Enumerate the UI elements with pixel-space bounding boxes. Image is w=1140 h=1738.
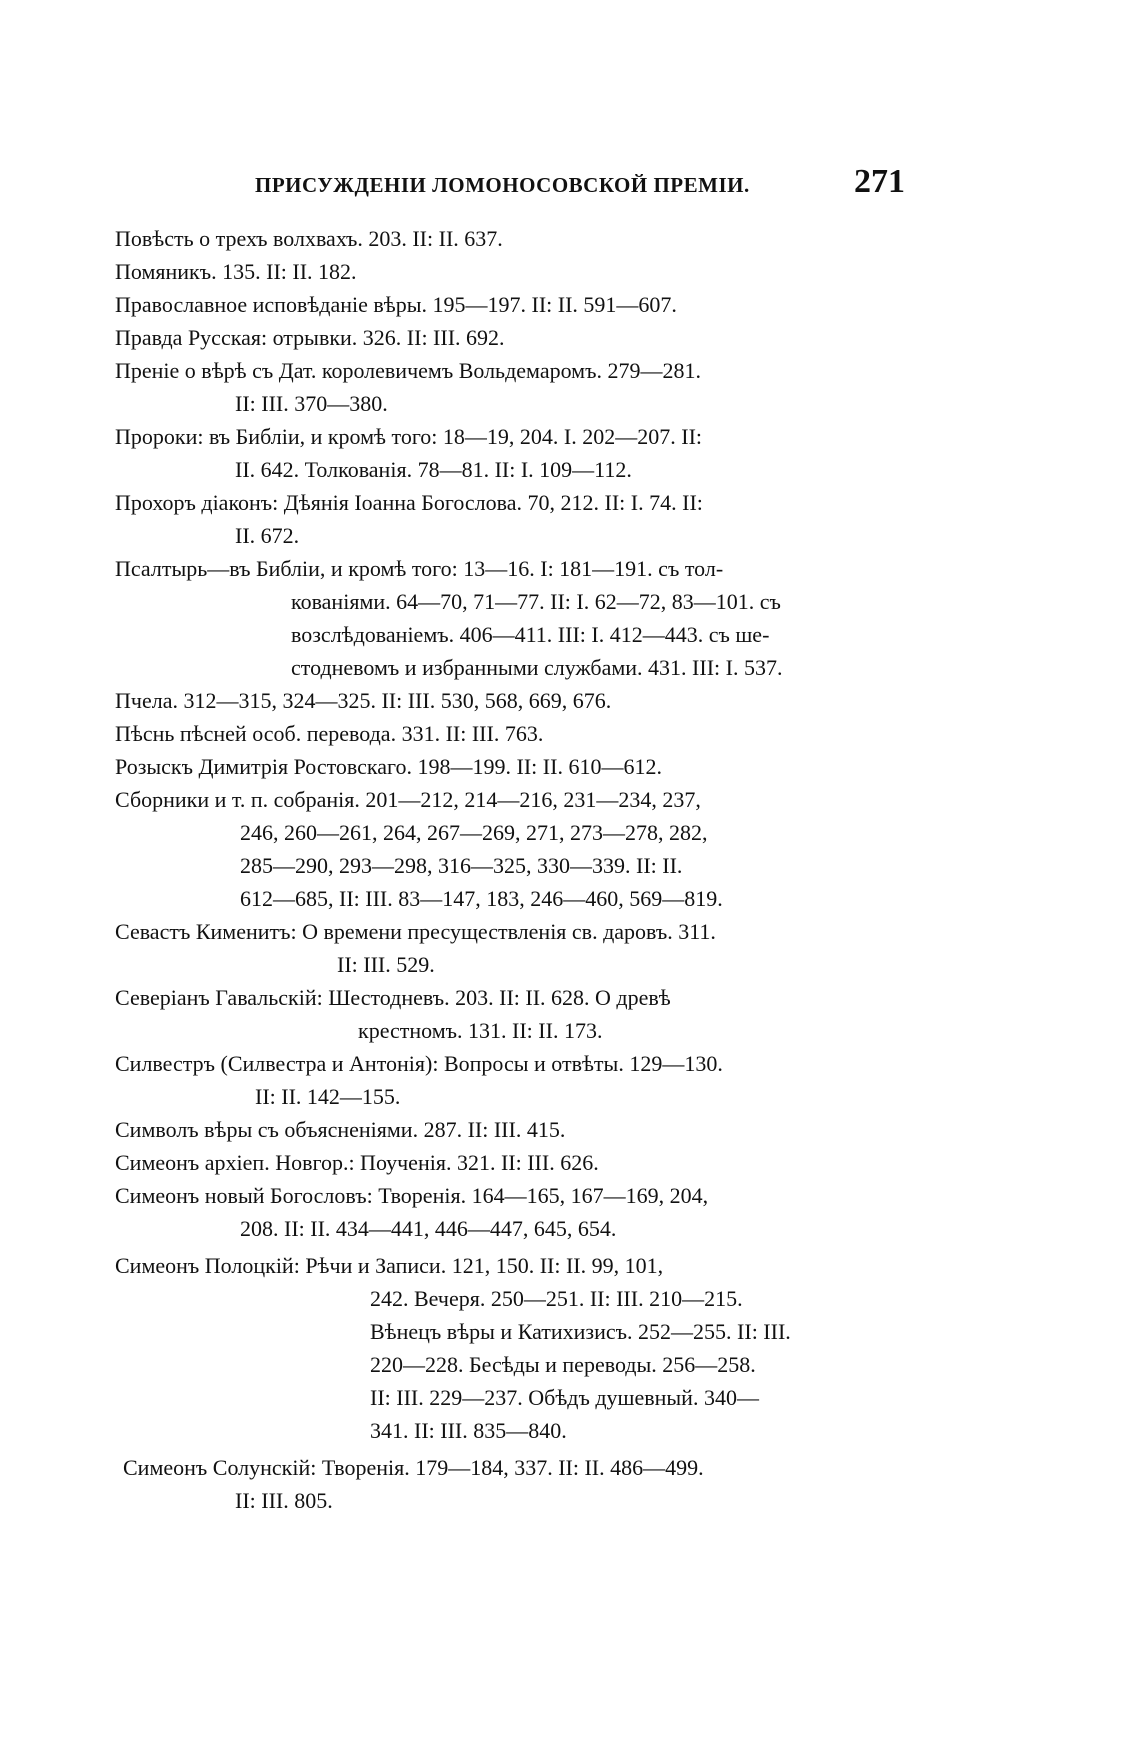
entry-line: Правда Русская: отрывки. 326. II: III. 692. [115, 325, 505, 350]
index-entry [115, 321, 915, 354]
entry-line: Симеонъ новый Богословъ: Творенія. 164—165, 167—169, 204, [115, 1183, 709, 1208]
entry-continuation: II: III. 805. [235, 1488, 333, 1513]
index-entry [115, 750, 915, 783]
entry-continuation: 242. Вечеря. 250—251. II: III. 210—215. [370, 1286, 743, 1311]
entry-continuation: II: III. 529. [337, 952, 435, 977]
index-entry [115, 552, 915, 684]
entry-line: Розыскъ Димитрія Ростовскаго. 198—199. II: II. 610—612. [115, 754, 662, 779]
entry-continuation: Вѣнецъ вѣры и Катихизисъ. 252—255. II: III. [370, 1319, 791, 1344]
entry-line: Преніе о вѣрѣ съ Дат. королевичемъ Вольдемаромъ. 279—281. [115, 358, 701, 383]
entry-continuation: 341. II: III. 835—840. [370, 1418, 567, 1443]
entry-line: Помяникъ. 135. II: II. 182. [115, 259, 357, 284]
index-entry [115, 981, 915, 1047]
entry-continuation: возслѣдованіемъ. 406—411. III: I. 412—443. съ ше- [291, 622, 770, 647]
entry-continuation: 246, 260—261, 264, 267—269, 271, 273—278, 282, [240, 820, 708, 845]
index-entry [115, 486, 915, 552]
entry-continuation: крестномъ. 131. II: II. 173. [358, 1018, 603, 1043]
entry-continuation: 285—290, 293—298, 316—325, 330—339. II: II. [240, 853, 683, 878]
index-entry [115, 354, 915, 420]
index-entry [115, 288, 915, 321]
index-entry [115, 420, 915, 486]
entry-line: Пчела. 312—315, 324—325. II: III. 530, 568, 669, 676. [115, 688, 612, 713]
page-header [255, 163, 905, 203]
index-entry [115, 1179, 915, 1245]
entry-continuation: II: II. 142—155. [255, 1084, 401, 1109]
index-entry [115, 1451, 915, 1517]
index-entry [115, 1249, 915, 1447]
entry-line: Сборники и т. п. собранія. 201—212, 214—216, 231—234, 237, [115, 787, 701, 812]
entry-line: Силвестръ (Силвестра и Антонія): Вопросы и отвѣты. 129—130. [115, 1051, 723, 1076]
entry-continuation: II: III. 229—237. Обѣдъ душевный. 340— [370, 1385, 759, 1410]
index-entry [115, 915, 915, 981]
entry-line: Символъ вѣры съ объясненіями. 287. II: III. 415. [115, 1117, 566, 1142]
index-entry [115, 1146, 915, 1179]
entry-line: Пророки: въ Библіи, и кромѣ того: 18—19, 204. I. 202—207. II: [115, 424, 703, 449]
entry-line: Повѣсть о трехъ волхвахъ. 203. II: II. 637. [115, 226, 503, 251]
index-entry [115, 222, 915, 255]
page-number: 271 [854, 163, 905, 200]
entry-line: Симеонъ Полоцкій: Рѣчи и Записи. 121, 150. II: II. 99, 101, [115, 1253, 664, 1278]
entry-continuation: II: III. 370—380. [235, 391, 388, 416]
entry-line: Прохоръ діаконъ: Дѣянія Іоанна Богослова. 70, 212. II: I. 74. II: [115, 490, 703, 515]
entry-line: Псалтырь—въ Библіи, и кромѣ того: 13—16. I: 181—191. съ тол- [115, 556, 724, 581]
index-entry [115, 684, 915, 717]
entry-continuation: 612—685, II: III. 83—147, 183, 246—460, 569—819. [240, 886, 723, 911]
index-entry [115, 1047, 915, 1113]
entry-continuation: II. 672. [235, 523, 300, 548]
entry-continuation: стодневомъ и избранными службами. 431. III: I. 537. [291, 655, 783, 680]
index-entry [115, 783, 915, 915]
entry-line: Православное исповѣданіе вѣры. 195—197. II: II. 591—607. [115, 292, 677, 317]
entry-line: Симеонъ архіеп. Новгор.: Поученія. 321. II: III. 626. [115, 1150, 599, 1175]
entry-continuation: кованіями. 64—70, 71—77. II: I. 62—72, 83—101. съ [291, 589, 781, 614]
entry-continuation: II. 642. Толкованія. 78—81. II: I. 109—112. [235, 457, 632, 482]
index-entries [115, 222, 915, 1517]
index-entry [115, 1113, 915, 1146]
entry-continuation: 208. II: II. 434—441, 446—447, 645, 654. [240, 1216, 617, 1241]
entry-continuation: 220—228. Бесѣды и переводы. 256—258. [370, 1352, 756, 1377]
entry-line: Северіанъ Гавальскій: Шестодневъ. 203. II: II. 628. О древѣ [115, 985, 671, 1010]
entry-line: Пѣснь пѣсней особ. перевода. 331. II: III. 763. [115, 721, 544, 746]
entry-line: Симеонъ Солунскій: Творенія. 179—184, 337. II: II. 486—499. [123, 1455, 704, 1480]
entry-line: Севастъ Кименитъ: О времени пресуществленія св. даровъ. 311. [115, 919, 716, 944]
index-entry [115, 255, 915, 288]
index-entry [115, 717, 915, 750]
running-head: ПРИСУЖДЕНІИ ЛОМОНОСОВСКОЙ ПРЕМІИ. [255, 173, 750, 197]
